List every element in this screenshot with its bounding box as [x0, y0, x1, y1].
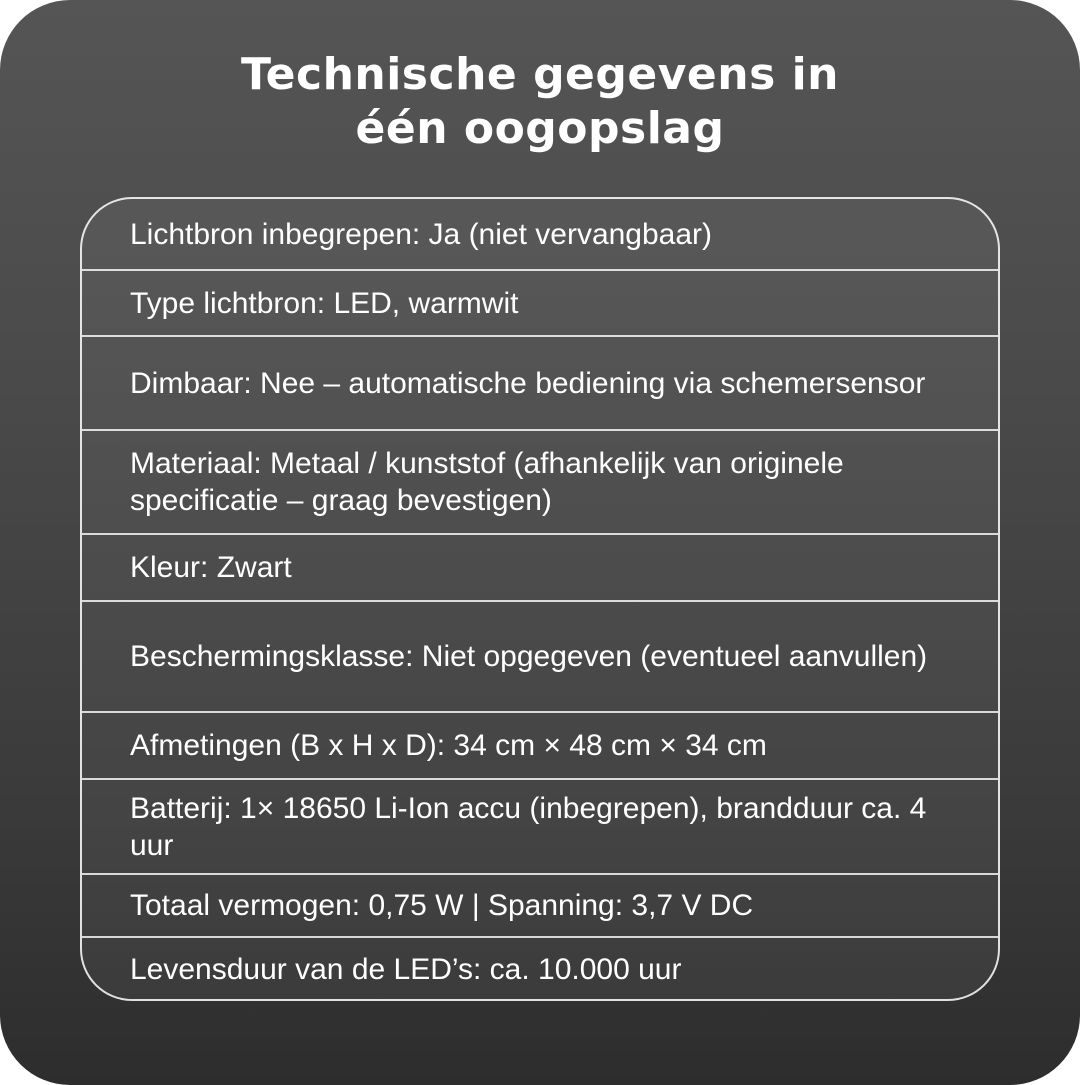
title-line-2: één oogopslag	[355, 103, 725, 154]
spec-row-dimmable: Dimbaar: Nee – automatische bediening via schemersensor	[130, 366, 926, 400]
spec-row-battery: Batterij: 1× 18650 Li-Ion accu (inbegrepen), brandduur ca. 4 uur	[130, 791, 927, 862]
spec-row-power: Totaal vermogen: 0,75 W | Spanning: 3,7 V DC	[130, 889, 754, 922]
spec-row-material: Materiaal: Metaal / kunststof (afhankelijk van originele specificatie – graag bevestigen)	[130, 447, 844, 517]
spec-table	[80, 197, 1000, 1001]
page-title	[0, 48, 1080, 156]
spec-row-light-source-included: Lichtbron inbegrepen: Ja (niet vervangbaar)	[130, 218, 713, 251]
spec-row-protection-class: Beschermingsklasse: Niet opgegeven (eventueel aanvullen)	[130, 640, 928, 673]
spec-row-light-source-type: Type lichtbron: LED, warmwit	[130, 286, 519, 320]
spec-row-color: Kleur: Zwart	[130, 551, 292, 584]
spec-row-led-lifespan: Levensduur van de LED’s: ca. 10.000 uur	[130, 953, 682, 986]
spec-row-dimensions: Afmetingen (B x H x D): 34 cm × 48 cm × 34 cm	[130, 729, 767, 762]
title-line-1: Technische gegevens in	[240, 49, 840, 100]
